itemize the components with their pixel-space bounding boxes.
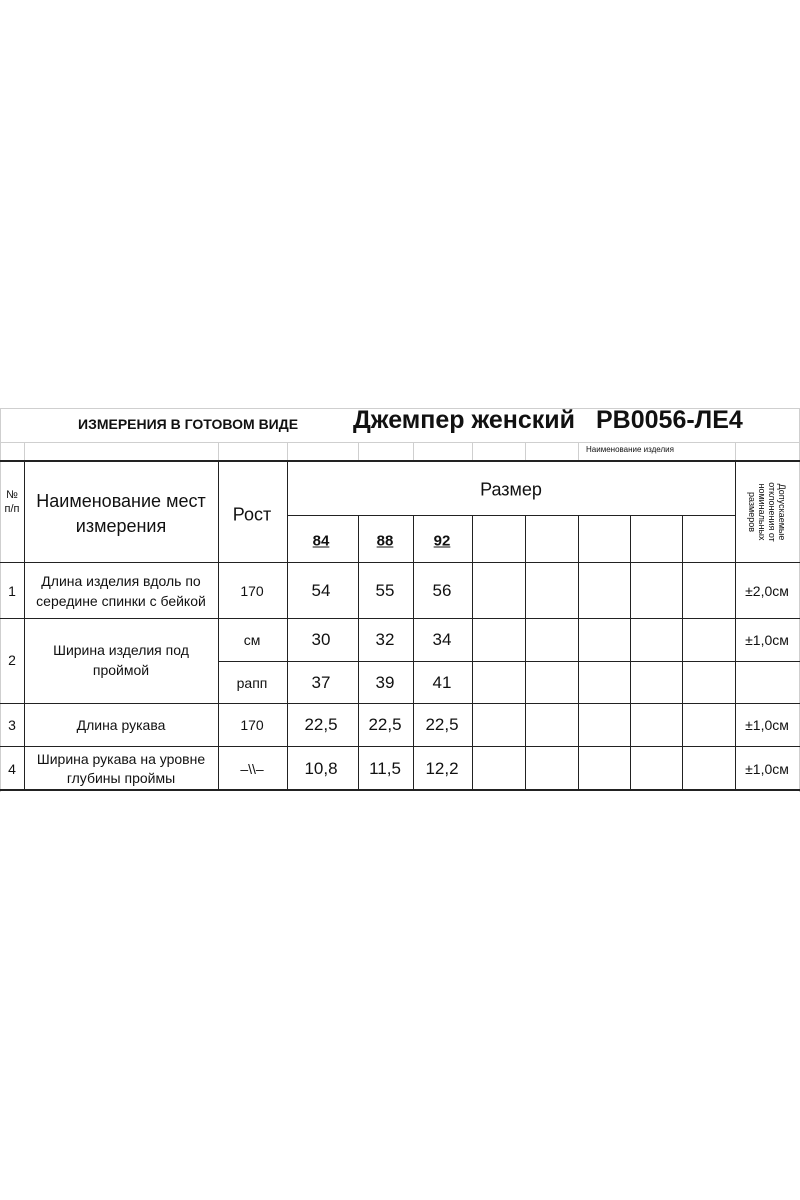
row-divider xyxy=(0,562,800,563)
row-4-value-92: 12,2 xyxy=(425,759,459,778)
grid-line xyxy=(358,442,359,460)
column-divider xyxy=(630,515,631,790)
column-divider xyxy=(413,515,414,790)
grid-line xyxy=(525,442,526,460)
left-title: ИЗМЕРЕНИЯ В ГОТОВОМ ВИДЕ xyxy=(78,416,299,432)
row-4-tolerance: ±1,0см xyxy=(745,761,789,777)
row-2-name: Ширина изделия под проймой xyxy=(53,642,189,678)
column-divider xyxy=(218,460,219,790)
column-divider xyxy=(358,515,359,790)
measurements-sheet xyxy=(0,408,800,792)
column-divider xyxy=(24,460,25,790)
row-1-no: 1 xyxy=(8,583,16,599)
row-2-no: 2 xyxy=(8,652,16,668)
grid-line xyxy=(24,442,25,460)
row-divider xyxy=(0,746,800,747)
product-caption: Наименование изделия xyxy=(586,445,674,454)
row-3-tolerance: ±1,0см xyxy=(745,717,789,733)
grid-line xyxy=(287,442,288,460)
row-4-value-84: 10,8 xyxy=(304,759,338,778)
row-1-height: 170 xyxy=(240,583,264,599)
grid-line xyxy=(218,442,219,460)
grid-line xyxy=(413,442,414,460)
row-2-height: см xyxy=(243,632,261,648)
row-3-value-88: 22,5 xyxy=(368,715,402,734)
row-2-tolerance: ±1,0см xyxy=(745,632,789,648)
row-4-value-88: 11,5 xyxy=(369,759,401,778)
row-3-no: 3 xyxy=(8,717,16,733)
row-3-height: 170 xyxy=(240,717,264,733)
row-1-value-88: 55 xyxy=(375,581,395,600)
size-92: 92 xyxy=(433,532,451,550)
table-bottom-border xyxy=(0,789,800,791)
row-2b-value-88: 39 xyxy=(375,673,395,692)
column-divider xyxy=(472,515,473,790)
row-2b-value-84: 37 xyxy=(311,673,331,692)
size-84: 84 xyxy=(312,532,330,550)
row-divider xyxy=(0,618,800,619)
row-4-no: 4 xyxy=(8,761,16,777)
column-divider xyxy=(682,515,683,790)
column-divider xyxy=(287,460,288,790)
grid-line xyxy=(472,442,473,460)
row-1-value-92: 56 xyxy=(432,581,452,600)
grid-line xyxy=(578,442,579,460)
row-2-value-88: 32 xyxy=(375,630,395,649)
row-3-name: Длина рукава xyxy=(76,717,166,733)
row-3-value-92: 22,5 xyxy=(425,715,459,734)
column-divider xyxy=(578,515,579,790)
row-4-name: Ширина рукава на уровне глубины проймы xyxy=(36,751,206,786)
table-top-border xyxy=(0,460,800,462)
product-name: Джемпер женский xyxy=(353,406,576,434)
header-size: Размер xyxy=(480,479,542,500)
row-divider xyxy=(218,661,800,662)
size-88: 88 xyxy=(376,532,394,550)
column-divider xyxy=(525,515,526,790)
size-header-divider xyxy=(287,515,735,516)
grid-line xyxy=(0,408,1,792)
row-1-value-84: 54 xyxy=(311,581,331,600)
header-height: Рост xyxy=(232,504,272,525)
grid-line xyxy=(735,442,736,460)
row-2b-height: рапп xyxy=(236,675,268,691)
header-tolerance: Допускаемые отклонения от номинальных размеров xyxy=(747,482,787,542)
column-divider xyxy=(735,460,736,790)
row-2b-value-92: 41 xyxy=(432,673,452,692)
header-place: Наименование мест измерения xyxy=(36,491,206,536)
row-4-height: –\\– xyxy=(240,761,264,777)
header-no: № п/п xyxy=(4,489,20,515)
row-2-value-92: 34 xyxy=(432,630,452,649)
row-1-tolerance: ±2,0см xyxy=(745,583,789,599)
product-code: РВ0056-ЛЕ4 xyxy=(596,406,743,434)
row-divider xyxy=(0,703,800,704)
row-2-value-84: 30 xyxy=(311,630,331,649)
grid-line xyxy=(0,442,800,443)
row-1-name: Длина изделия вдоль по середине спинки с бейкой xyxy=(36,573,206,609)
row-3-value-84: 22,5 xyxy=(304,715,338,734)
